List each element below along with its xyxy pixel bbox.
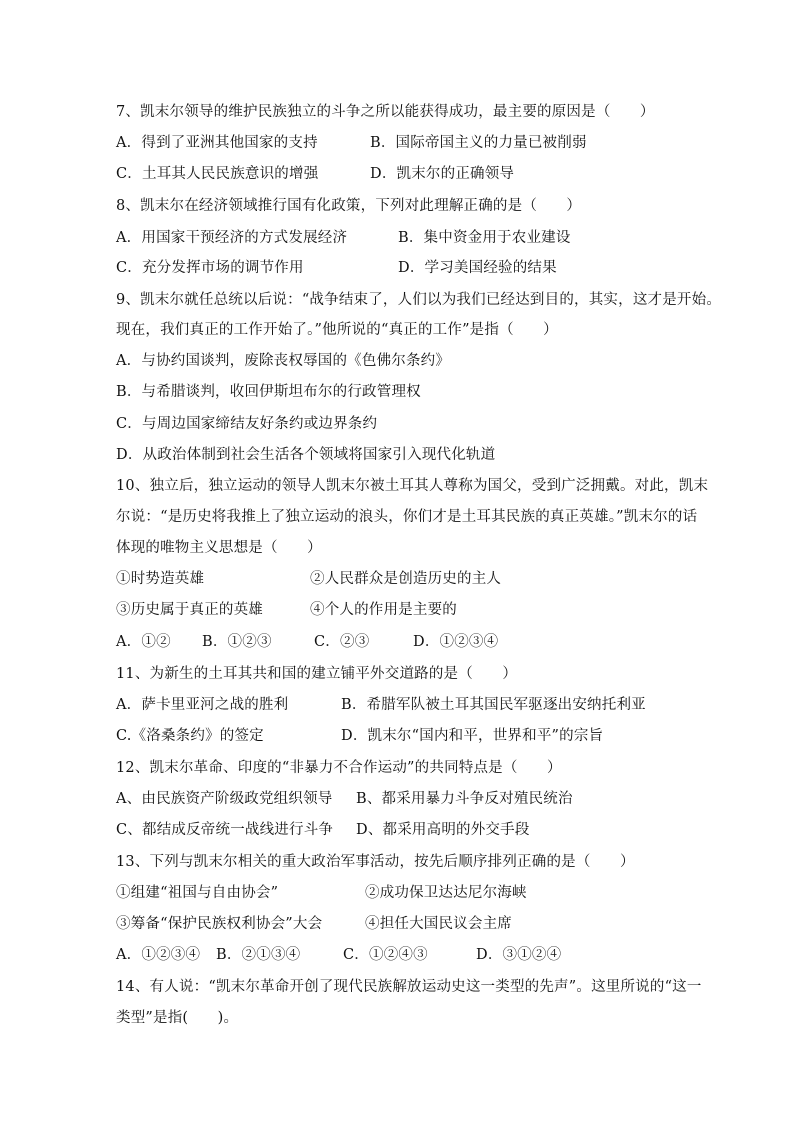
- question-9-option-a: A．与协约国谈判，废除丧权辱国的《色佛尔条约》: [116, 353, 451, 369]
- question-10-item-4: ④个人的作用是主要的: [310, 602, 457, 618]
- question-10-option-b: B．①②③: [202, 634, 272, 650]
- question-13-item-4: ④担任大国民议会主席: [365, 916, 512, 932]
- question-7-option-b: B．国际帝国主义的力量已被削弱: [370, 135, 587, 151]
- question-13-item-3: ③筹备“保护民族权利协会”大会: [116, 916, 323, 932]
- question-12-option-c: C、都结成反帝统一战线进行斗争: [116, 822, 334, 838]
- question-7-stem: 7、凯末尔领导的维护民族独立的斗争之所以能获得成功，最主要的原因是（ ）: [116, 104, 655, 120]
- question-12-option-b: B、都采用暴力斗争反对殖民统治: [356, 791, 573, 807]
- question-13-option-c: C．①②④③: [343, 947, 428, 963]
- question-9-option-d: D．从政治体制到社会生活各个领域将国家引入现代化轨道: [116, 447, 496, 463]
- question-11-option-c: C.《洛桑条约》的签定: [116, 728, 264, 744]
- question-13-option-d: D．③①②④: [476, 947, 562, 963]
- question-13-item-1: ①组建“祖国与自由协会”: [116, 885, 279, 901]
- question-8-option-b: B．集中资金用于农业建设: [398, 230, 571, 246]
- question-11-option-d: D．凯末尔“国内和平，世界和平”的宗旨: [341, 728, 604, 744]
- question-14-stem-line-2: 类型”是指( )。: [116, 1010, 239, 1026]
- question-13-item-2: ②成功保卫达达尼尔海峡: [365, 885, 527, 901]
- question-7-option-a: A．得到了亚洲其他国家的支持: [116, 135, 318, 151]
- question-8-option-a: A．用国家干预经济的方式发展经济: [116, 230, 348, 246]
- question-11-option-a: A．萨卡里亚河之战的胜利: [116, 697, 289, 713]
- question-12-stem: 12、凯末尔革命、印度的“非暴力不合作运动”的共同特点是（ ）: [116, 760, 562, 776]
- question-13-option-b: B．②①③④: [216, 947, 301, 963]
- question-14-stem-line-1: 14、有人说：“凯末尔革命开创了现代民族解放运动史这一类型的先声”。这里所说的“这一: [116, 979, 702, 995]
- question-11-option-b: B．希腊军队被土耳其国民军驱逐出安纳托利亚: [341, 697, 646, 713]
- question-13-option-a: A．①②③④: [116, 947, 201, 963]
- question-9-stem-line-2: 现在，我们真正的工作开始了。”他所说的“真正的工作”是指（ ）: [116, 322, 558, 338]
- question-10-stem-line-3: 体现的唯物主义思想是（ ）: [116, 540, 322, 556]
- question-9-stem-line-1: 9、凯末尔就任总统以后说：“战争结束了，人们以为我们已经达到目的，其实，这才是开始。: [116, 292, 722, 308]
- question-10-stem-line-1: 10、独立后，独立运动的领导人凯末尔被土耳其人尊称为国父，受到广泛拥戴。对此，凯末: [116, 478, 709, 494]
- question-10-option-a: A．①②: [116, 634, 171, 650]
- question-7-option-d: D．凯末尔的正确领导: [370, 166, 515, 182]
- question-8-option-d: D．学习美国经验的结果: [398, 260, 557, 276]
- question-11-stem: 11、为新生的土耳其共和国的建立铺平外交道路的是（ ）: [116, 666, 518, 682]
- question-9-option-c: C．与周边国家缔结友好条约或边界条约: [116, 416, 378, 432]
- question-13-stem: 13、下列与凯末尔相关的重大政治军事活动，按先后顺序排列正确的是（ ）: [116, 854, 635, 870]
- question-10-item-1: ①时势造英雄: [116, 571, 205, 587]
- question-8-option-c: C．充分发挥市场的调节作用: [116, 260, 304, 276]
- question-10-option-d: D．①②③④: [413, 634, 499, 650]
- question-12-option-a: A、由民族资产阶级政党组织领导: [116, 791, 333, 807]
- question-7-option-c: C．土耳其人民民族意识的增强: [116, 166, 319, 182]
- question-12-option-d: D、都采用高明的外交手段: [356, 822, 530, 838]
- question-10-item-2: ②人民群众是创造历史的主人: [310, 571, 502, 587]
- question-10-stem-line-2: 尔说：“是历史将我推上了独立运动的浪头，你们才是土耳其民族的真正英雄。”凯末尔的话: [116, 509, 698, 525]
- question-9-option-b: B．与希腊谈判，收回伊斯坦布尔的行政管理权: [116, 384, 421, 400]
- question-10-option-c: C．②③: [314, 634, 370, 650]
- question-8-stem: 8、凯末尔在经济领域推行国有化政策，下列对此理解正确的是（ ）: [116, 198, 582, 214]
- question-10-item-3: ③历史属于真正的英雄: [116, 602, 263, 618]
